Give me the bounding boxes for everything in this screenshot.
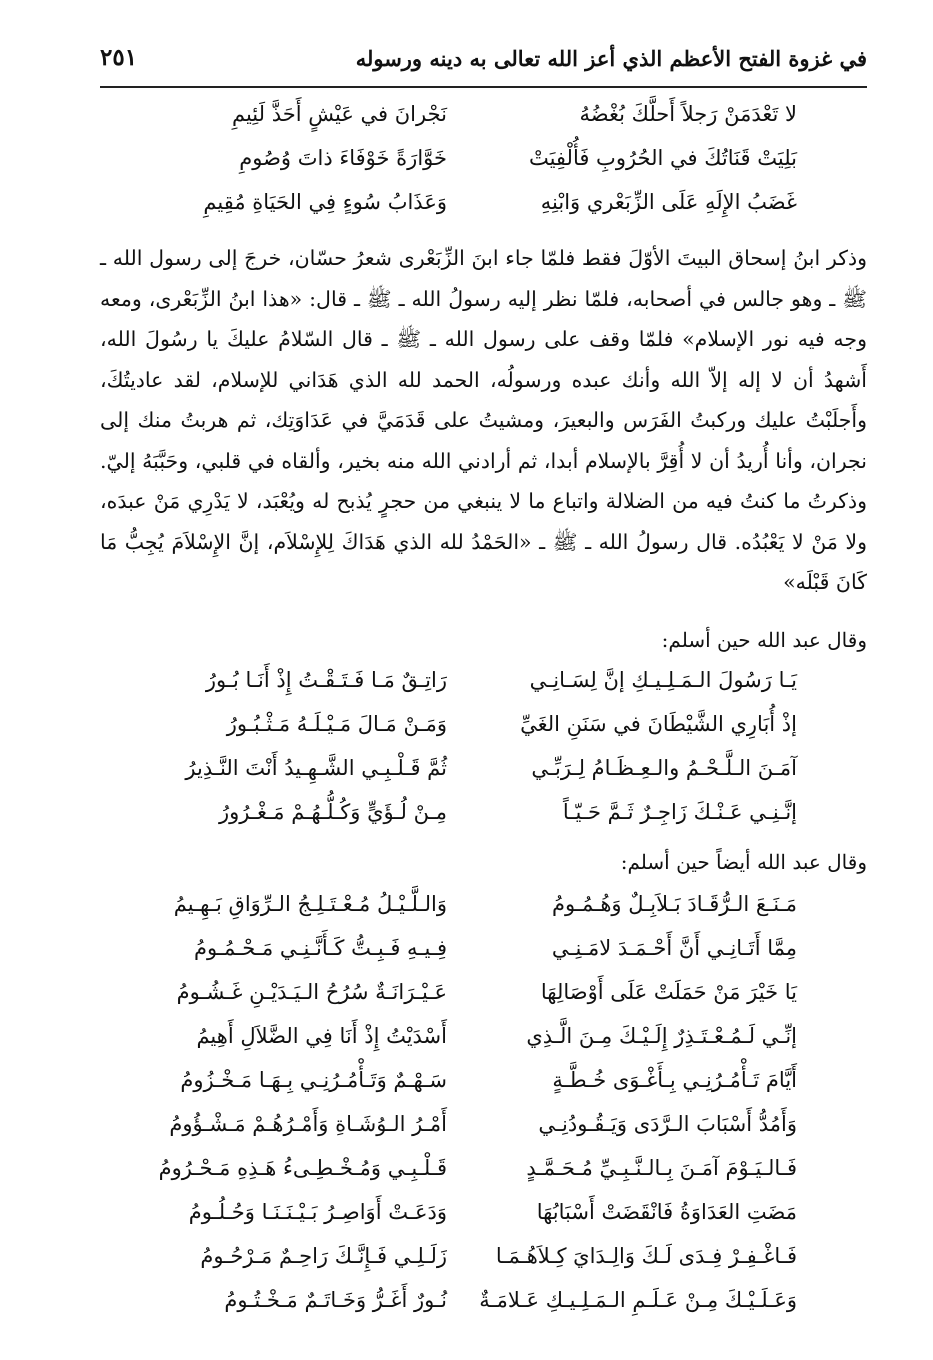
poem3-verse <box>100 1068 867 1108</box>
poem3-verse <box>100 1156 867 1196</box>
verse-second-hemistich: أَمْـرُ الـوُشَـاةِ وَأَمْـرُهُـمْ مَـشْـؤُومُ <box>169 1112 447 1136</box>
verse-second-hemistich: فِـيـهِ فَـبِـتُّ كَـأَنَّـنِـي مَـحْـمُـومُ <box>193 936 447 960</box>
poem3-verse <box>100 936 867 976</box>
verse-second-hemistich: زَلَـلِـي فَـإِنَّـكَ رَاحِـمٌ مَـرْحُـومُ <box>200 1244 447 1268</box>
poem-intro: وقال عبد الله حين أسلم: <box>661 628 867 652</box>
verse-second-hemistich: قَـلْـبِـي وَمُـخْـطِـىءُ هَـذِهِ مَـحْـرُومُ <box>158 1156 447 1180</box>
poem2-verse <box>100 668 867 708</box>
verse-second-hemistich: وَعَذَابُ سُوءٍ فِي الحَيَاةِ مُقِيمِ <box>203 190 447 214</box>
verse-first-hemistich: أَيَّامَ تَـأْمُـرُنِـي بِـأَغْـوَى خُـطَّـةٍ <box>552 1068 797 1092</box>
verse-first-hemistich: مِمَّا أَتَـانِـي أَنَّ أَحْـمَـدَ لامَـنِـي <box>551 936 797 960</box>
verse-first-hemistich: إنَّـنِـي عَـنْـكَ زَاجِـرٌ ثَـمَّ حَـيّـاً <box>562 800 797 824</box>
verse-first-hemistich: فَـالـيَـوْمَ آمَـنَ بِـالـنَّـبِـيِّ مُـحَـمَّـدٍ <box>526 1156 797 1180</box>
verse-second-hemistich: وَالـلَّـيْـلُ مُـعْـتَـلِـجُ الـرِّوَاقِ بَـهِـيمُ <box>173 892 447 916</box>
poem3-verse <box>100 1288 867 1328</box>
verse-first-hemistich: مَـنَـعَ الـرُّقَـادَ بَـلاَبِـلٌ وَهُـمُـومُ <box>552 892 797 916</box>
verse-second-hemistich: عَـيْـرَانَـةٌ سُرُحُ الـيَـدَيْـنِ غَـشُـومُ <box>176 980 447 1004</box>
verse-first-hemistich: لا تَعْدَمَنْ رَجلاً أَحلَّكَ بُغْضُهُ <box>579 102 797 126</box>
verse-second-hemistich: خَوَّارَةً خَوْفَاءَ ذاتَ وُصُومِ <box>239 146 447 170</box>
poem3-verse <box>100 1200 867 1240</box>
poem1-verse <box>100 102 867 142</box>
poem3-verse <box>100 1112 867 1152</box>
verse-second-hemistich: وَمَـنْ مَـالَ مَـيْـلَـهُ مَـثْـبُـورُ <box>226 712 447 736</box>
poem3-verse <box>100 1244 867 1284</box>
verse-first-hemistich: غَضَبُ الإِلَهِ عَلَى الزِّبَعْري وَابْنِهِ <box>540 190 797 214</box>
poem3-verse <box>100 980 867 1020</box>
verse-first-hemistich: يَـا رَسُولَ الـمَـلِـيـكِ إنَّ لِسَـانِـي <box>529 668 797 692</box>
poem3-verse <box>100 892 867 932</box>
verse-second-hemistich: مِـنْ لُـؤَيٍّ وَكُـلُّـهُـمْ مَـغْـرُورُ <box>218 800 447 824</box>
page-number: ٢٥١ <box>100 44 138 71</box>
poem1-verse <box>100 146 867 186</box>
poem-intro: وقال عبد الله أيضاً حين أسلم: <box>620 850 867 874</box>
verse-first-hemistich: يَا خَيْرَ مَنْ حَمَلَتْ عَلَى أَوْصَالِهَا <box>540 980 797 1004</box>
verse-second-hemistich: ثُمَّ قَـلْـبِـي الشَّـهِـيدُ أَنْتَ النَّـذِيرُ <box>185 756 447 780</box>
poem2-verse <box>100 800 867 840</box>
poem3-verse <box>100 1024 867 1064</box>
verse-first-hemistich: وَعَـلَـيْـكَ مِـنْ عَـلَـمِ الـمَـلِـيـكِ عَـلامَـةٌ <box>479 1288 797 1312</box>
verse-first-hemistich: مَضَتِ العَدَاوَةُ فَانْقَضَتْ أَسْبَابُهَا <box>536 1200 797 1224</box>
page-header <box>100 40 867 80</box>
verse-first-hemistich: وَأَمُدُّ أَسْبَابَ الـرَّدَى وَيَـقُـودُنِـي <box>538 1112 797 1136</box>
prose-paragraph: وذكر ابنُ إسحاق البيتَ الأوّلَ فقط فلمّا جاء ابنَ الزِّبَعْرى شعرُ حسّان، خرجَ إلى رسول الله ـ ﷺ ـ وهو جالس في أصحابه، فلمّا نظر إليه رسولُ الله ـ ﷺ ـ قال: «هذا ابنُ الزِّبَعْرى، ومعه وجه فيه نور الإسلام» فلمّا وقف على رسول الله ـ ﷺ ـ قال السّلامُ عليكَ يا رسُولَ الله، أَشهدُ أن لا إله إلاّ الله وأنك عبده ورسولُه، الحمد لله الذي هَدَاني للإسلام، لقد عاديتُكَ، وأَجلَبْتُ عليك وركبتُ الفَرَس والبعيرَ، ومشيتُ على قَدَمَيَّ في عَدَاوَتِك، ثم هربتُ منك إلى نجران، وأنا أُريدُ أن لا أُقِرَّ بالإسلام أبدا، ثم أرادني الله منه بخير، وألقاه في قلبي، وحَبَّبَهُ إليّ. وذكرتُ ما كنتُ فيه من الضلالة واتباع ما لا ينبغي من حجرٍ يُذبح له ويُعْبَد، لا يَدْرِي مَنْ عبدَه، ولا مَنْ لا يَعْبُدُه. قال رسولُ الله ـ ﷺ ـ «الحَمْدُ لله الذي هَدَاكَ لِلإِسْلاَم، إنَّ الإِسْلاَمَ يُجِبُّ مَا كَانَ قَبْلَه» <box>100 246 867 594</box>
verse-first-hemistich: فَـاغْـفِـرْ فِـدَى لَـكَ وَالِـدَايَ كِـلاَهُـمَـا <box>495 1244 797 1268</box>
verse-first-hemistich: آمَـنَ الـلَّـحْـمُ والـعِـظَـامُ لِـرَبِّـي <box>531 756 797 780</box>
poem2-verse <box>100 756 867 796</box>
poem1-verse <box>100 190 867 230</box>
verse-first-hemistich: إذْ أُبَارِي الشَّيْطَانَ في سَنَنِ الغَيِّ <box>520 712 797 736</box>
verse-second-hemistich: أَسْدَيْتُ إِذْ أَنَا فِي الضَّلاَلِ أَهِيمُ <box>196 1024 447 1048</box>
verse-first-hemistich: إنِّـي لَـمُـعْـتَـذِرٌ إِلَـيْـكَ مِـنَ الَّـذِي <box>526 1024 797 1048</box>
verse-second-hemistich: نَجْرانَ في عَيْشٍ أَحَذَّ لَئِيمِ <box>231 102 447 126</box>
verse-second-hemistich: وَدَعَـتْ أَوَاصِـرُ بَـيْـنَـنَـا وَحُـلُـومُ <box>188 1200 447 1224</box>
header-rule <box>100 86 867 88</box>
running-title: في غزوة الفتح الأعظم الذي أعز الله تعالى به دينه ورسوله <box>355 46 867 71</box>
verse-first-hemistich: بَلِيَتْ قَنَاتُكَ في الحُرُوبِ فَأُلْفِيَتْ <box>528 146 797 170</box>
poem2-verse <box>100 712 867 752</box>
verse-second-hemistich: رَاتِـقٌ مَـا فَـتَـقْـتُ إِذْ أَنَـا بُـورُ <box>205 668 447 692</box>
verse-second-hemistich: نُـورٌ أَغَـرُّ وَخَـاتَـمٌ مَـخْـتُـومُ <box>224 1288 447 1312</box>
verse-second-hemistich: سَـهْـمٌ وَتَـأْمُـرُنِـي بِـهَـا مَـخْـزُومُ <box>180 1068 447 1092</box>
